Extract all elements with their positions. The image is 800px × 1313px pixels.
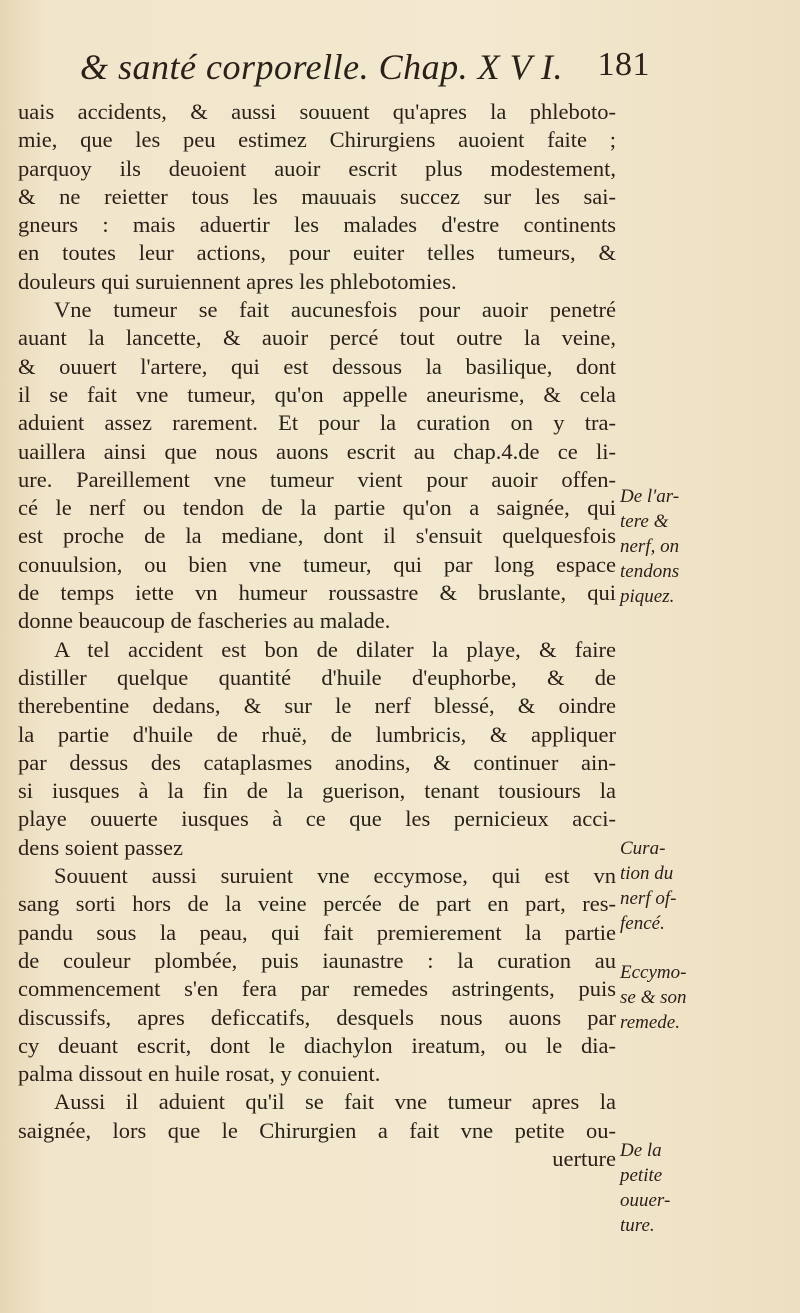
text-line: de couleur plombée, puis iaunastre : la curation au [18, 947, 616, 973]
text-line: Aussi il aduient qu'il se fait vne tumeur apres la [54, 1089, 616, 1115]
text-line: est proche de la mediane, dont il s'ensuit quelquesfois [18, 523, 616, 549]
margin-note-line: nerf, on [620, 536, 680, 557]
margin-note-line: De la [620, 1140, 662, 1161]
text-line: Vne tumeur se fait aucunesfois pour auoir penetré [54, 297, 616, 323]
margin-note-line: tere & [620, 511, 669, 532]
margin-note-line: remede. [620, 1012, 680, 1033]
running-title: & santé corporelle. Chap. X V I. [80, 47, 563, 87]
margin-note-line: ture. [620, 1215, 655, 1236]
margin-note-line: tendons [620, 561, 680, 582]
text-line: saignée, lors que le Chirurgien a fait vne petite ou- [18, 1117, 616, 1143]
text-line: de temps iette vn humeur roussastre & bruslante, qui [18, 580, 616, 606]
margin-note-line: De l'ar- [620, 486, 680, 507]
text-line: uais accidents, & aussi souuent qu'apres la phleboto- [18, 99, 616, 124]
text-line: dens soient passez [18, 834, 183, 860]
text-line: playe ouuerte iusques à ce que les pernicieux acci- [18, 806, 616, 832]
page-number: 181 [597, 46, 650, 83]
text-line: il se fait vne tumeur, qu'on appelle aneurisme, & cela [18, 381, 616, 407]
text-line: gneurs : mais aduertir les malades d'estre continents [18, 212, 616, 238]
margin-note-small-opening [620, 1138, 710, 1238]
text-line: si iusques à la fin de la guerison, tenant tousiours la [18, 778, 616, 804]
text-line: & ne reietter tous les mauuais succez sur les sai- [18, 183, 616, 209]
text-line: commencement s'en fera par remedes astringents, puis [18, 976, 616, 1002]
margin-note-ecchymosis [620, 960, 710, 1035]
text-line: uerture [552, 1145, 616, 1171]
text-line: palma dissout en huile rosat, y conuient. [18, 1061, 381, 1087]
margin-note-line: Eccymo- [620, 962, 687, 983]
text-line: parquoy ils deuoient auoir escrit plus modestement, [18, 155, 616, 181]
margin-note-line: tion du [620, 863, 674, 884]
text-line: pandu sous la peau, qui fait premierement la partie [18, 919, 616, 945]
text-line: A tel accident est bon de dilater la playe, & faire [54, 636, 616, 662]
text-line: cy deuant escrit, dont le diachylon ireatum, ou le dia- [18, 1032, 616, 1058]
text-line: discussifs, apres deficcatifs, desquels nous auons par [18, 1004, 616, 1030]
text-line: par dessus des cataplasmes anodins, & continuer ain- [18, 749, 616, 775]
text-line: & ouuert l'artere, qui est dessous la basilique, dont [18, 353, 616, 379]
text-line: Souuent aussi suruient vne eccymose, qui est vn [54, 863, 616, 889]
text-line: la partie d'huile de rhuë, de lumbricis, & appliquer [18, 721, 616, 747]
margin-note-line: nerf of- [620, 888, 677, 909]
text-line: therebentine dedans, & sur le nerf blessé, & oindre [18, 693, 616, 719]
text-line: sang sorti hors de la veine percée de part en part, res- [18, 891, 616, 917]
margin-note-line: Cura- [620, 838, 666, 859]
text-line: aduient assez rarement. Et pour la curation on y tra- [18, 410, 616, 436]
text-line: en toutes leur actions, pour euiter telles tumeurs, & [18, 240, 616, 266]
margin-note-line: se & son [620, 987, 687, 1008]
text-line: distiller quelque quantité d'huile d'euphorbe, & de [18, 664, 616, 690]
margin-note-artery-nerve [620, 484, 710, 609]
body-text [18, 98, 616, 1173]
text-line: cé le nerf ou tendon de la partie qu'on a saignée, qui [18, 495, 616, 521]
margin-note-line: fencé. [620, 913, 665, 934]
margin-note-line: piquez. [620, 586, 675, 607]
margin-note-cure-nerve [620, 836, 710, 936]
text-line: donne beaucoup de fascheries au malade. [18, 608, 391, 634]
text-line: conuulsion, ou bien vne tumeur, qui par long espace [18, 551, 616, 577]
running-header [80, 46, 650, 96]
text-line: douleurs qui suruiennent apres les phlebotomies. [18, 268, 457, 294]
text-line: mie, que les peu estimez Chirurgiens auoient faite ; [18, 127, 616, 153]
margin-note-line: ouuer- [620, 1190, 671, 1211]
text-line: uaillera ainsi que nous auons escrit au chap.4.de ce li- [18, 438, 616, 464]
text-line: auant la lancette, & auoir percé tout outre la veine, [18, 325, 616, 351]
margin-note-line: petite [620, 1165, 663, 1186]
text-line: ure. Pareillement vne tumeur vient pour auoir offen- [18, 466, 616, 492]
